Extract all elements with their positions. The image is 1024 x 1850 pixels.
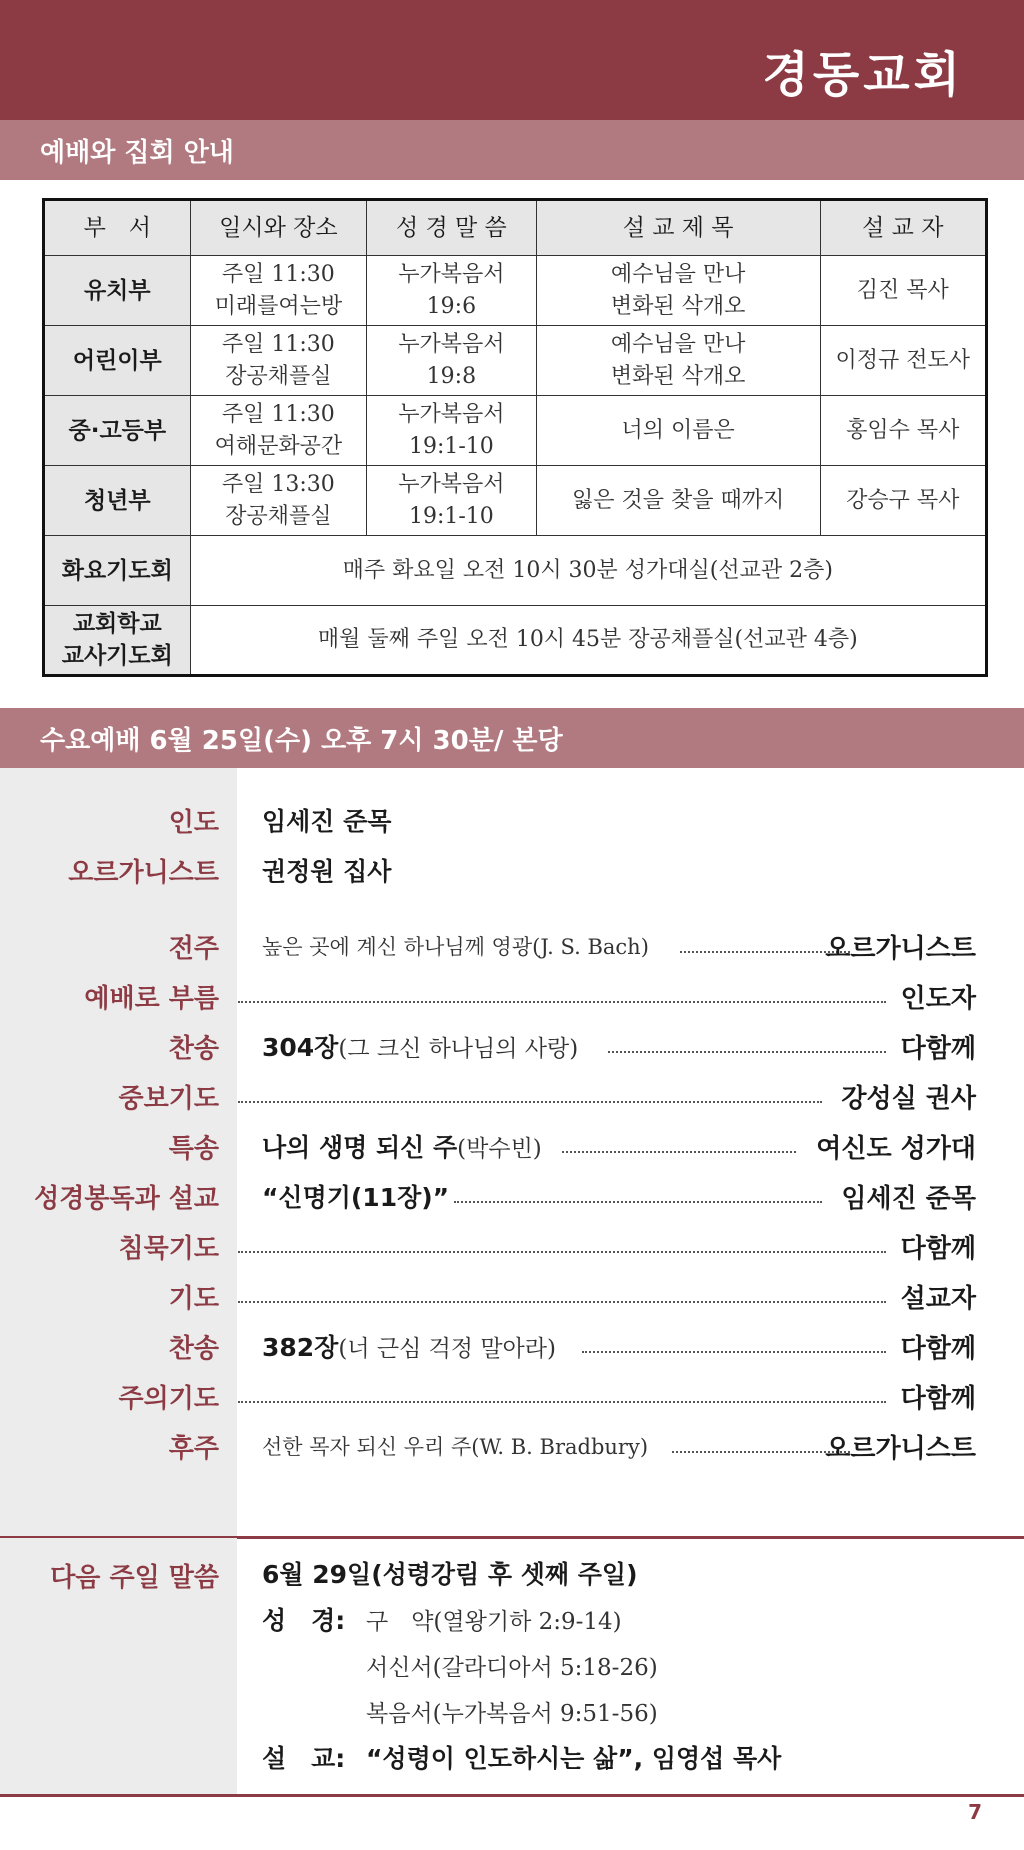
- sermon-title-cell: [536, 326, 820, 396]
- scripture-book: 누가복음서: [398, 261, 505, 287]
- leader-row: [0, 845, 1024, 895]
- time-text: 주일 13:30: [221, 471, 335, 497]
- next-week-sermon: 설 교: “성령이 인도하시는 삶”, 임영섭 목사: [262, 1744, 782, 1773]
- col-header-dept: 부 서: [44, 200, 191, 256]
- header-bar: [0, 0, 1024, 120]
- order-responsible: 오르가니스트: [825, 933, 976, 964]
- order-of-service: [0, 795, 1024, 1471]
- sermon-title-cell: 잃은 것을 찾을 때까지: [536, 466, 820, 536]
- order-detail: “신명기(11장)”: [262, 1183, 450, 1212]
- scripture-book: 누가복음서: [398, 471, 505, 497]
- time-place-cell: [190, 256, 367, 326]
- order-label: 오르가니스트: [68, 857, 219, 888]
- dept-cell: 청년부: [44, 466, 191, 536]
- dept-cell: 중·고등부: [44, 396, 191, 466]
- order-item: [0, 971, 1024, 1021]
- dot-leader: [582, 1351, 886, 1353]
- dept-cell: 화요기도회: [44, 536, 191, 606]
- title-line-1: 예수님을 만나: [610, 261, 746, 287]
- scripture-verse: 19:1-10: [408, 433, 494, 459]
- place-text: 장공채플실: [225, 503, 332, 529]
- order-label: 인도: [168, 807, 219, 838]
- order-detail: 선한 목자 되신 우리 주(W. B. Bradbury): [262, 1435, 649, 1459]
- order-label: 기도: [168, 1283, 219, 1314]
- title-line-2: 변화된 삭개오: [610, 363, 746, 389]
- next-week-date: 6월 29일(성령강림 후 셋째 주일): [262, 1560, 638, 1589]
- order-label: 중보기도: [118, 1083, 219, 1114]
- preacher-cell: 이정규 전도사: [820, 326, 986, 396]
- time-place-cell: [190, 396, 367, 466]
- table-row: [44, 396, 987, 466]
- meeting-info-cell: 매주 화요일 오전 10시 30분 성가대실(선교관 2층): [190, 536, 986, 606]
- order-label: 찬송: [168, 1333, 219, 1364]
- preacher-cell: 강승구 목사: [820, 466, 986, 536]
- place-text: 미래를여는방: [214, 293, 343, 319]
- order-item: [0, 1121, 1024, 1171]
- order-responsible: 임세진 준목: [841, 1183, 976, 1214]
- col-header-sermon-title: 설 교 제 목: [536, 200, 820, 256]
- dept-line-1: 교회학교: [72, 611, 162, 637]
- dot-leader: [672, 1451, 850, 1453]
- scripture-cell: [367, 466, 537, 536]
- place-text: 여해문화공간: [214, 433, 343, 459]
- title-line-1: 예수님을 만나: [610, 331, 746, 357]
- order-item: [0, 1071, 1024, 1121]
- order-label: 예배로 부름: [84, 983, 219, 1014]
- scripture-verse: 19:6: [426, 293, 477, 319]
- order-label: 주의기도: [118, 1383, 219, 1414]
- table-row: [44, 466, 987, 536]
- col-header-time: 일시와 장소: [190, 200, 367, 256]
- dot-leader: [238, 1251, 886, 1253]
- sermon-title-cell: 너의 이름은: [536, 396, 820, 466]
- next-week-scripture: 서신서(갈라디아서 5:18-26): [366, 1654, 658, 1681]
- dot-leader: [454, 1201, 822, 1203]
- dept-cell: [44, 606, 191, 676]
- order-label: 침묵기도: [118, 1233, 219, 1264]
- order-detail: 304장(그 크신 하나님의 사랑): [262, 1033, 579, 1062]
- section-title-wednesday-service: 수요예배 6월 25일(수) 오후 7시 30분/ 본당: [0, 708, 1024, 768]
- order-detail: 382장(너 근심 걱정 말아라): [262, 1333, 556, 1362]
- time-text: 주일 11:30: [221, 401, 335, 427]
- order-label: 성경봉독과 설교: [34, 1183, 219, 1214]
- order-item: [0, 1021, 1024, 1071]
- place-text: 장공채플실: [225, 363, 332, 389]
- church-logo: 경동교회: [762, 47, 964, 103]
- order-detail: 나의 생명 되신 주(박수빈): [262, 1133, 542, 1162]
- title-line-2: 변화된 삭개오: [610, 293, 746, 319]
- leader-name: 임세진 준목: [262, 807, 392, 836]
- order-item: [0, 1221, 1024, 1271]
- next-week-label: 다음 주일 말씀: [50, 1563, 219, 1593]
- dept-cell: 어린이부: [44, 326, 191, 396]
- schedule-table: [42, 198, 988, 677]
- col-header-scripture: 성 경 말 씀: [367, 200, 537, 256]
- scripture-verse: 19:8: [426, 363, 477, 389]
- next-week-scripture: 복음서(누가복음서 9:51-56): [366, 1700, 658, 1727]
- scripture-book: 누가복음서: [398, 331, 505, 357]
- dot-leader: [238, 1101, 822, 1103]
- order-responsible: 여신도 성가대: [816, 1133, 976, 1164]
- preacher-cell: 김진 목사: [820, 256, 986, 326]
- dot-leader: [238, 1001, 886, 1003]
- table-header-row: [44, 200, 987, 256]
- table-row: [44, 256, 987, 326]
- sermon-title-cell: [536, 256, 820, 326]
- next-week-scripture: 성 경: 구 약(열왕기하 2:9-14): [262, 1606, 622, 1635]
- next-week-info: [262, 1550, 781, 1780]
- section-title-worship-info: 예배와 집회 안내: [0, 120, 1024, 180]
- dot-leader: [608, 1051, 886, 1053]
- order-responsible: 오르가니스트: [825, 1433, 976, 1464]
- leader-name: 권정원 집사: [262, 857, 392, 886]
- table-row: [44, 606, 987, 676]
- order-label: 특송: [168, 1133, 219, 1164]
- order-responsible: 강성실 권사: [841, 1083, 976, 1114]
- order-item: [0, 1171, 1024, 1221]
- dot-leader: [562, 1151, 796, 1153]
- order-label: 찬송: [168, 1033, 219, 1064]
- order-responsible: 설교자: [900, 1283, 976, 1314]
- scripture-cell: [367, 256, 537, 326]
- dept-cell: 유치부: [44, 256, 191, 326]
- meeting-info-cell: 매월 둘째 주일 오전 10시 45분 장공채플실(선교관 4층): [190, 606, 986, 676]
- col-header-preacher: 설 교 자: [820, 200, 986, 256]
- scripture-cell: [367, 396, 537, 466]
- time-text: 주일 11:30: [221, 261, 335, 287]
- order-responsible: 다함께: [900, 1383, 976, 1414]
- scripture-cell: [367, 326, 537, 396]
- leader-row: [0, 795, 1024, 845]
- order-item: [0, 1271, 1024, 1321]
- time-place-cell: [190, 326, 367, 396]
- order-responsible: 다함께: [900, 1033, 976, 1064]
- time-text: 주일 11:30: [221, 331, 335, 357]
- scripture-book: 누가복음서: [398, 401, 505, 427]
- order-label: 후주: [168, 1433, 219, 1464]
- dept-line-2: 교사기도회: [61, 643, 173, 669]
- preacher-cell: 홍임수 목사: [820, 396, 986, 466]
- order-item: [0, 1371, 1024, 1421]
- order-detail: 높은 곳에 계신 하나님께 영광(J. S. Bach): [262, 935, 649, 959]
- order-responsible: 다함께: [900, 1333, 976, 1364]
- order-item: [0, 921, 1024, 971]
- order-item: [0, 1321, 1024, 1371]
- dot-leader: [238, 1301, 886, 1303]
- divider: [0, 1794, 1024, 1797]
- page-number: 7: [968, 1800, 982, 1824]
- dot-leader: [238, 1401, 886, 1403]
- scripture-verse: 19:1-10: [408, 503, 494, 529]
- table-row: [44, 326, 987, 396]
- order-label: 전주: [168, 933, 219, 964]
- table-row: [44, 536, 987, 606]
- order-responsible: 다함께: [900, 1233, 976, 1264]
- time-place-cell: [190, 466, 367, 536]
- order-responsible: 인도자: [900, 983, 976, 1014]
- order-item: [0, 1421, 1024, 1471]
